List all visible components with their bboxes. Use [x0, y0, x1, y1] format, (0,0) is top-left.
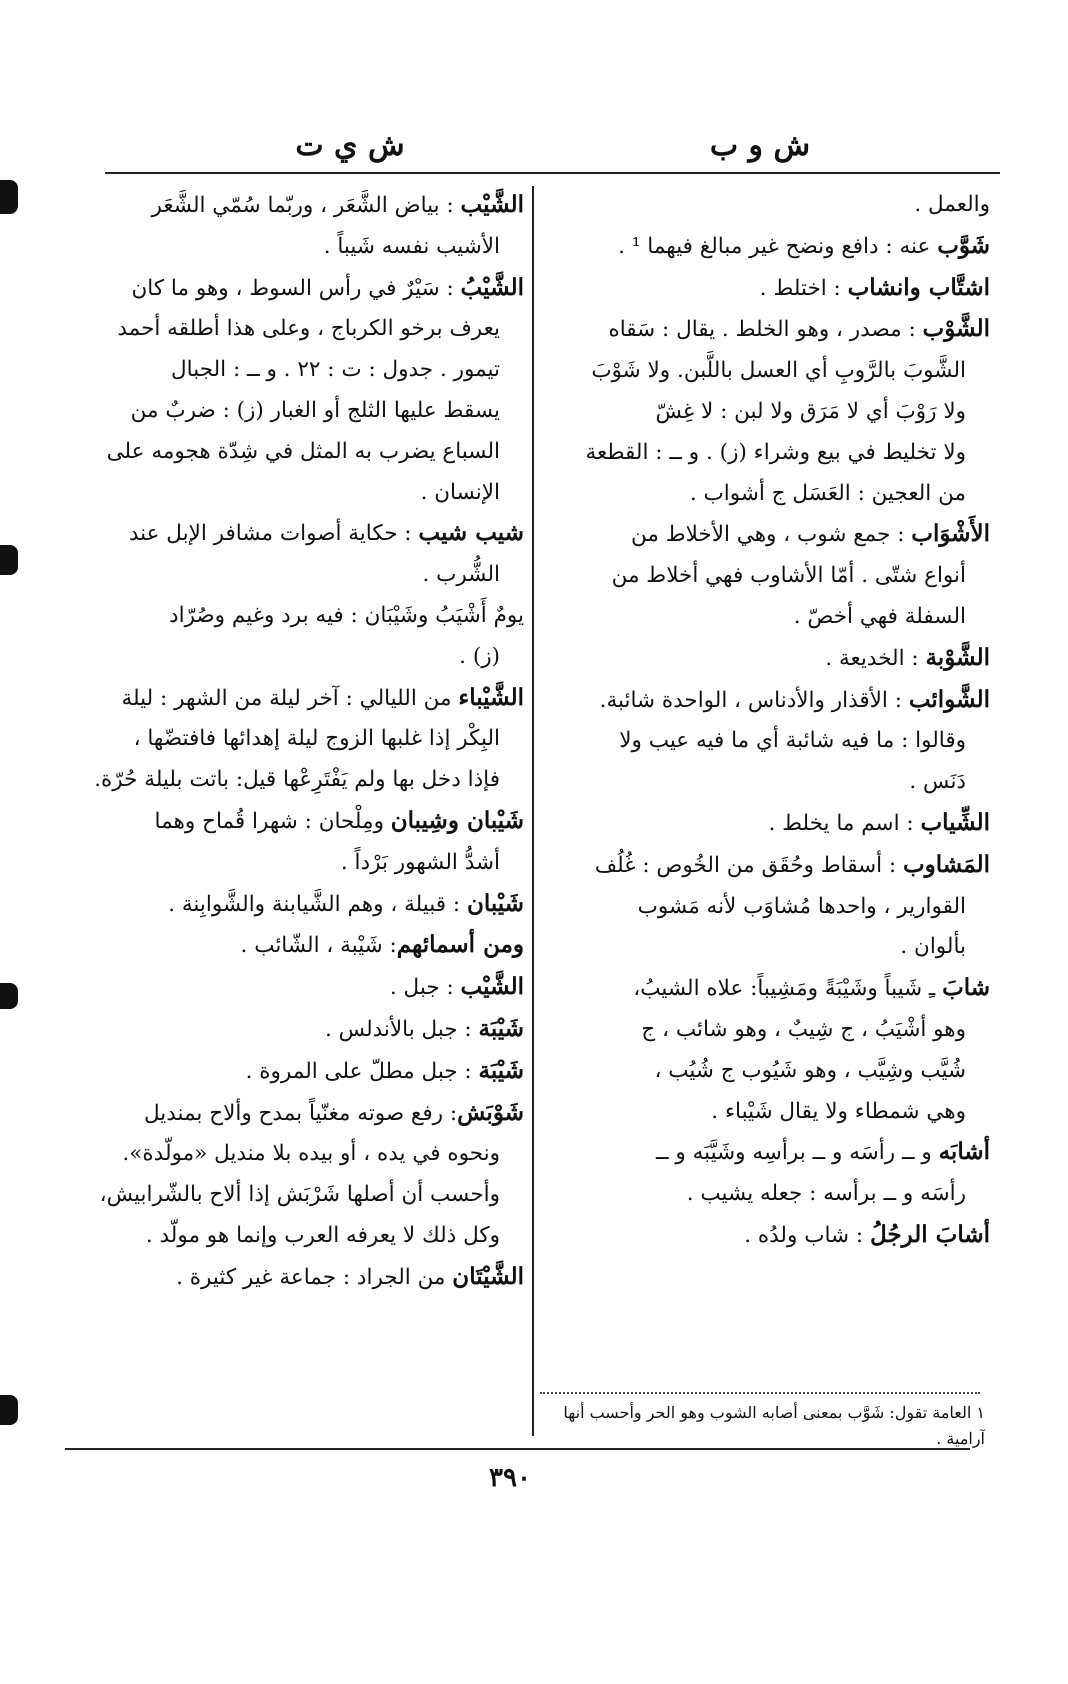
- entry-line: [545, 309, 990, 351]
- definition-text: من الليالي : آخر ليلة من الشهر : ليلة: [121, 685, 459, 711]
- entry-line: [72, 967, 524, 1009]
- definition-text: : بياض الشَّعَر ، وربّما سُمّي الشَّعَر: [151, 193, 461, 218]
- entry-line: [72, 1009, 524, 1051]
- headword: اشتَّاب وانشاب: [847, 273, 990, 301]
- entry-line: [72, 884, 524, 926]
- definition-text: يسقط عليها الثلج أو الغبار (ز) : ضربٌ من: [130, 397, 500, 423]
- right-column: [545, 185, 990, 1257]
- definition-text: وهي شمطاء ولا يقال شَيْباء .: [711, 1098, 966, 1124]
- definition-text: الشَّوبَ بالرَّوبِ أي العسل باللَّبن. ولا شَوْبَ: [591, 358, 966, 384]
- definition-text: : الأقذار والأدناس ، الواحدة شائبة.: [599, 687, 909, 713]
- headword: الشَّوْب: [922, 315, 990, 343]
- definition-text: : اختلط .: [759, 275, 848, 301]
- headword: الشَّيْتَان: [452, 1262, 524, 1290]
- headword: الأَشْوَاب: [911, 520, 990, 548]
- entry-line: [72, 801, 524, 843]
- running-head-left: ش ي ت: [295, 128, 405, 163]
- headword: شابَ: [942, 974, 990, 1002]
- definition-text: يومٌ أَشْيَبُ وشَيْبَان : فيه برد وغيم وصُرّاد: [169, 602, 524, 628]
- entry-line: [72, 1051, 524, 1093]
- headword: الشَّيْب: [460, 973, 524, 1001]
- headword: شَوْبَش: [457, 1098, 524, 1126]
- entry-line: [545, 268, 990, 310]
- entry-line: [72, 432, 524, 473]
- left-column: [72, 185, 524, 1299]
- entry-line: [72, 1093, 524, 1135]
- entry-line: [545, 1092, 990, 1133]
- entry-line: [545, 392, 990, 433]
- headword: الشَّيْبُ: [460, 273, 524, 301]
- definition-text: وقالوا : ما فيه شائبة أي ما فيه عيب ولا: [619, 728, 966, 754]
- entry-line: [72, 637, 524, 678]
- definition-text: ونحوه في يده ، أو بيده بلا منديل «مولّدة».: [122, 1141, 500, 1167]
- definition-text: : الخديعة .: [825, 645, 926, 671]
- definition-text: : حكاية أصوات مشافر الإبل عند: [128, 521, 419, 547]
- definition-text: ومِلْحان : شهرا قُماح وهما: [154, 808, 391, 834]
- definition-text: ولا رَوْبَ أي لا مَرَق ولا لبن : لا غِشّ: [655, 398, 966, 424]
- entry-line: [545, 803, 990, 845]
- entry-line: [72, 227, 524, 268]
- edge-mark: [0, 1395, 18, 1425]
- definition-text: وهو أشْيَبُ ، ج شِيبٌ ، وهو شائب ، ج: [641, 1016, 966, 1042]
- entry-line: [545, 185, 990, 226]
- definition-text: : سَيْرٌ في رأس السوط ، وهو ما كان: [131, 275, 461, 301]
- entry-line: [72, 473, 524, 514]
- entry-line: [72, 843, 524, 884]
- entry-line: [72, 1175, 524, 1216]
- page-number: ٣٩٠: [489, 1463, 531, 1493]
- headword: شَيْبان: [466, 889, 524, 917]
- definition-text: من الجراد : جماعة غير كثيرة .: [176, 1264, 453, 1290]
- definition-text: : شاب ولدُه .: [744, 1222, 870, 1248]
- entry-line: [545, 1010, 990, 1051]
- entry-line: [72, 350, 524, 391]
- definition-text: : أسقاط وحُقَق من الخُوص : غُلُف: [594, 852, 904, 878]
- entry-line: [545, 927, 990, 968]
- entry-line: [545, 762, 990, 803]
- definition-text: : جبل مطلّ على المروة .: [245, 1058, 479, 1084]
- entry-line: [72, 1134, 524, 1175]
- definition-text: السفلة فهي أخصّ .: [793, 603, 966, 629]
- entry-line: [545, 680, 990, 722]
- definition-text: الشُّرب .: [422, 562, 500, 588]
- definition-text: عنه : دافع ونضح غير مبالغ فيهما ¹ .: [618, 233, 938, 259]
- definition-text: تيمور . جدول : ت : ٢٢ . و ــ : الجبال: [171, 357, 500, 383]
- definition-text: : جمع شوب ، وهي الأخلاط من: [630, 522, 912, 548]
- definition-text: ـِ شَيباً وشَيْبَةً ومَشِيباً: علاه الشيبُ،: [633, 976, 943, 1002]
- footnote-marker: ١: [976, 1403, 985, 1422]
- column-divider: [532, 186, 534, 1436]
- edge-mark: [0, 180, 18, 214]
- entry-line: [72, 1257, 524, 1299]
- entry-line: [72, 268, 524, 310]
- entry-line: [545, 226, 990, 268]
- definition-text: و ــ رأسَه و ــ برأسِه وشَيَّبَه و ــ: [655, 1140, 939, 1166]
- entry-line: [545, 968, 990, 1010]
- entry-line: [72, 678, 524, 720]
- headword: شَيْبَة: [478, 1014, 524, 1042]
- entry-line: [72, 309, 524, 350]
- headword: الشَّيْب: [460, 191, 524, 218]
- definition-text: بألوان .: [900, 934, 966, 960]
- entry-line: [72, 391, 524, 432]
- entry-line: [545, 433, 990, 474]
- entry-line: [72, 185, 524, 227]
- entry-line: [545, 514, 990, 556]
- headword: أشابَ الرجُلُ: [869, 1220, 990, 1248]
- entry-line: [545, 474, 990, 515]
- definition-text: فإذا دخل بها ولم يَفْتَرِعْها قيل: باتت بليلة حُرّة.: [94, 767, 500, 793]
- footnote: [540, 1400, 985, 1452]
- headword: أشابَه: [938, 1138, 990, 1166]
- headword: الشَّيْباء: [458, 683, 524, 711]
- definition-text: : جبل بالأندلس .: [325, 1016, 479, 1042]
- definition-text: شُيَّب وشِيَّب ، وهو شَيُوب ج شُيُب ،: [654, 1057, 966, 1083]
- entry-line: [72, 596, 524, 637]
- headword: المَشاوب: [903, 850, 990, 878]
- definition-text: : مصدر ، وهو الخلط . يقال : سَقاه: [608, 317, 923, 343]
- headword: ومن أسمائهم: [396, 931, 524, 959]
- definition-text: : اسم ما يخلط .: [768, 810, 921, 836]
- top-rule: [105, 172, 1000, 174]
- definition-text: وأحسب أن أصلها شَرْبَش إذا ألاح بالشّرابيش،: [99, 1182, 500, 1208]
- entry-line: [545, 887, 990, 928]
- definition-text: البِكْر إذا غلبها الزوج ليلة إهدائها فافتضّها ،: [133, 726, 500, 752]
- footnote-rule: [540, 1392, 980, 1394]
- headword: شَوَّب: [937, 231, 990, 259]
- entry-line: [545, 1132, 990, 1174]
- entry-line: [72, 513, 524, 555]
- entry-line: [545, 638, 990, 680]
- entry-line: [72, 1216, 524, 1257]
- entry-line: [545, 845, 990, 887]
- entry-line: [545, 1174, 990, 1215]
- definition-text: القوارير ، واحدها مُشاوَب لأنه مَشوب: [637, 893, 966, 919]
- footnote-text: العامة تقول: شَوَّب بمعنى أصابه الشوب وهو الحر وأحسب أنها آرامية .: [563, 1403, 985, 1448]
- definition-text: أنواع شتّى . أمّا الأشاوب فهي أخلاط من: [611, 563, 966, 589]
- definition-text: : شَيْبة ، الشّائب .: [240, 933, 397, 959]
- definition-text: دَنَس .: [909, 769, 966, 795]
- definition-text: : جبل .: [389, 975, 461, 1001]
- entry-line: [72, 719, 524, 760]
- headword: شَيْبَة: [478, 1056, 524, 1084]
- definition-text: السباع يضرب به المثل في شِدّة هجومه على: [106, 438, 500, 464]
- definition-text: : رفع صوته مغنّياً بمدح وألاح بمنديل: [143, 1100, 458, 1126]
- headword: شَيْبان وشِيبان: [390, 806, 524, 834]
- definition-text: : قبيلة ، وهم الشَّيابنة والشَّوابِنة .: [168, 891, 467, 917]
- entry-line: [545, 351, 990, 392]
- entry-line: [72, 925, 524, 967]
- entry-line: [72, 760, 524, 801]
- bottom-rule: [65, 1448, 970, 1450]
- entry-line: [545, 1051, 990, 1092]
- definition-text: يعرف برخو الكرباج ، وعلى هذا أطلقه أحمد: [117, 316, 500, 342]
- definition-text: (ز) .: [459, 643, 500, 669]
- headword: الشَّوْبة: [925, 643, 990, 671]
- definition-text: والعمل .: [914, 192, 990, 217]
- headword: الشَّوائب: [908, 685, 990, 713]
- entry-line: [545, 597, 990, 638]
- definition-text: أشدُّ الشهور بَرْداً .: [340, 849, 500, 875]
- headword: شيب شيب: [418, 519, 524, 547]
- definition-text: من العجين : العَسَل ج أشواب .: [689, 480, 966, 506]
- entry-line: [545, 556, 990, 597]
- headword: الشِّياب: [920, 808, 990, 836]
- definition-text: ولا تخليط في بيع وشراء (ز) . و ــ : القطعة: [585, 439, 966, 465]
- edge-mark: [0, 545, 18, 575]
- definition-text: وكل ذلك لا يعرفه العرب وإنما هو مولّد .: [145, 1222, 500, 1248]
- entry-line: [72, 555, 524, 596]
- entry-line: [545, 1215, 990, 1257]
- definition-text: الأشيب نفسه شَيباً .: [323, 233, 500, 259]
- running-head-right: ش و ب: [709, 128, 811, 163]
- definition-text: رأسَه و ــ برأسه : جعله يشيب .: [686, 1181, 966, 1207]
- edge-mark: [0, 983, 18, 1009]
- entry-line: [545, 721, 990, 762]
- definition-text: الإنسان .: [420, 479, 500, 505]
